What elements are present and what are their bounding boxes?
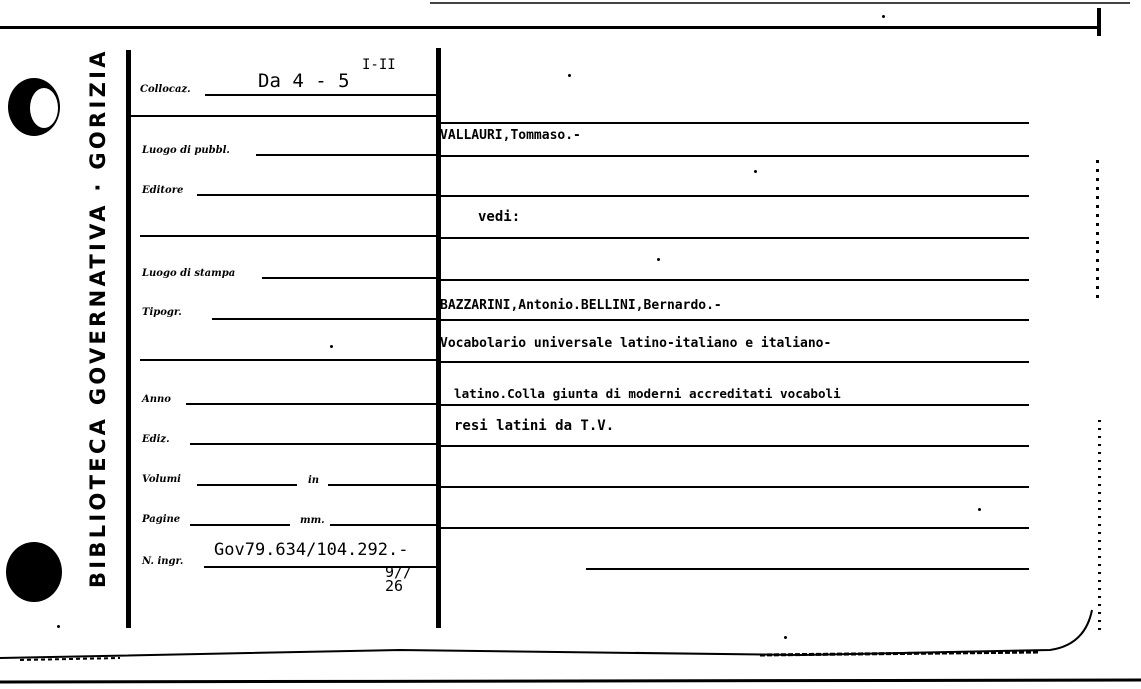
- card-right-edge: [1097, 8, 1101, 36]
- volumi-label: Volumi: [142, 474, 181, 485]
- entry-line-1: BAZZARINI,Antonio.BELLINI,Bernardo.-: [440, 298, 722, 313]
- entry-vedi: vedi:: [478, 209, 521, 225]
- editore-line: [197, 194, 437, 196]
- in-line: [328, 484, 437, 486]
- pagine-line: [190, 524, 290, 526]
- entry-line-3: latino.Colla giunta di moderni accreditati vocaboli: [454, 386, 841, 401]
- mm-label: mm.: [300, 515, 325, 526]
- tipogr-label: Tipogr.: [142, 307, 182, 318]
- right-line-11: [441, 527, 1029, 529]
- right-line-5: [441, 279, 1029, 281]
- right-line-2: [441, 155, 1029, 157]
- speck: [330, 345, 333, 348]
- entry-line-2: Vocabolario universale latino-italiano e italiano-: [440, 336, 832, 351]
- card-top-edge: [0, 26, 1100, 29]
- right-line-6: [441, 319, 1029, 321]
- ediz-label: Ediz.: [142, 434, 170, 445]
- library-side-label: BIBLIOTECA GOVERNATIVA · GORIZIA: [86, 48, 110, 588]
- right-line-12: [586, 568, 1029, 570]
- binder-hole-top-inner: [30, 88, 58, 128]
- collocazione-value: Da 4 - 5: [258, 70, 350, 92]
- scan-top-edge: [430, 2, 1130, 4]
- right-line-4: [441, 237, 1029, 239]
- speck: [657, 258, 660, 261]
- left-divider-1: [130, 115, 438, 117]
- entry-heading: VALLAURI,Tommaso.-: [440, 128, 581, 143]
- in-label: in: [308, 475, 320, 486]
- n-ingresso-value: Gov79.634/104.292.-: [214, 540, 409, 560]
- speck: [568, 74, 571, 77]
- pagine-label: Pagine: [142, 514, 181, 525]
- editore-line-2: [140, 235, 437, 237]
- speck: [754, 170, 757, 173]
- anno-line: [186, 403, 437, 405]
- luogo-pubbl-line: [256, 154, 437, 156]
- volumi-line: [197, 484, 297, 486]
- luogo-stampa-line: [262, 277, 437, 279]
- luogo-stampa-label: Luogo di stampa: [142, 268, 236, 279]
- right-line-7: [441, 361, 1029, 363]
- tipogr-line-2: [140, 359, 437, 361]
- speck: [978, 508, 981, 511]
- collocazione-superscript: I-II: [362, 57, 396, 73]
- right-line-9: [441, 445, 1029, 447]
- right-line-3: [441, 195, 1029, 197]
- collocaz-line: [205, 94, 437, 96]
- entry-line-4: resi latini da T.V.: [454, 418, 615, 434]
- left-vertical-rule: [126, 50, 131, 628]
- tipogr-line: [212, 318, 437, 320]
- right-line-10: [441, 486, 1029, 488]
- speck: [882, 15, 885, 18]
- editore-label: Editore: [142, 185, 184, 196]
- ediz-line: [190, 443, 437, 445]
- binder-hole-bottom: [6, 542, 62, 602]
- collocaz-label: Collocaz.: [140, 84, 191, 95]
- luogo-pubbl-label: Luogo di pubbl.: [142, 145, 230, 156]
- right-line-8: [441, 404, 1029, 406]
- mm-line: [330, 524, 437, 526]
- right-line-1: [441, 122, 1029, 124]
- anno-label: Anno: [142, 394, 171, 405]
- scan-noise-right-2: [1098, 420, 1101, 630]
- scan-noise-right: [1096, 160, 1099, 300]
- card-bottom-edge: [0, 600, 1141, 689]
- n-ingresso-extra: 9// 26: [385, 563, 413, 595]
- n-ingr-label: N. ingr.: [142, 556, 184, 567]
